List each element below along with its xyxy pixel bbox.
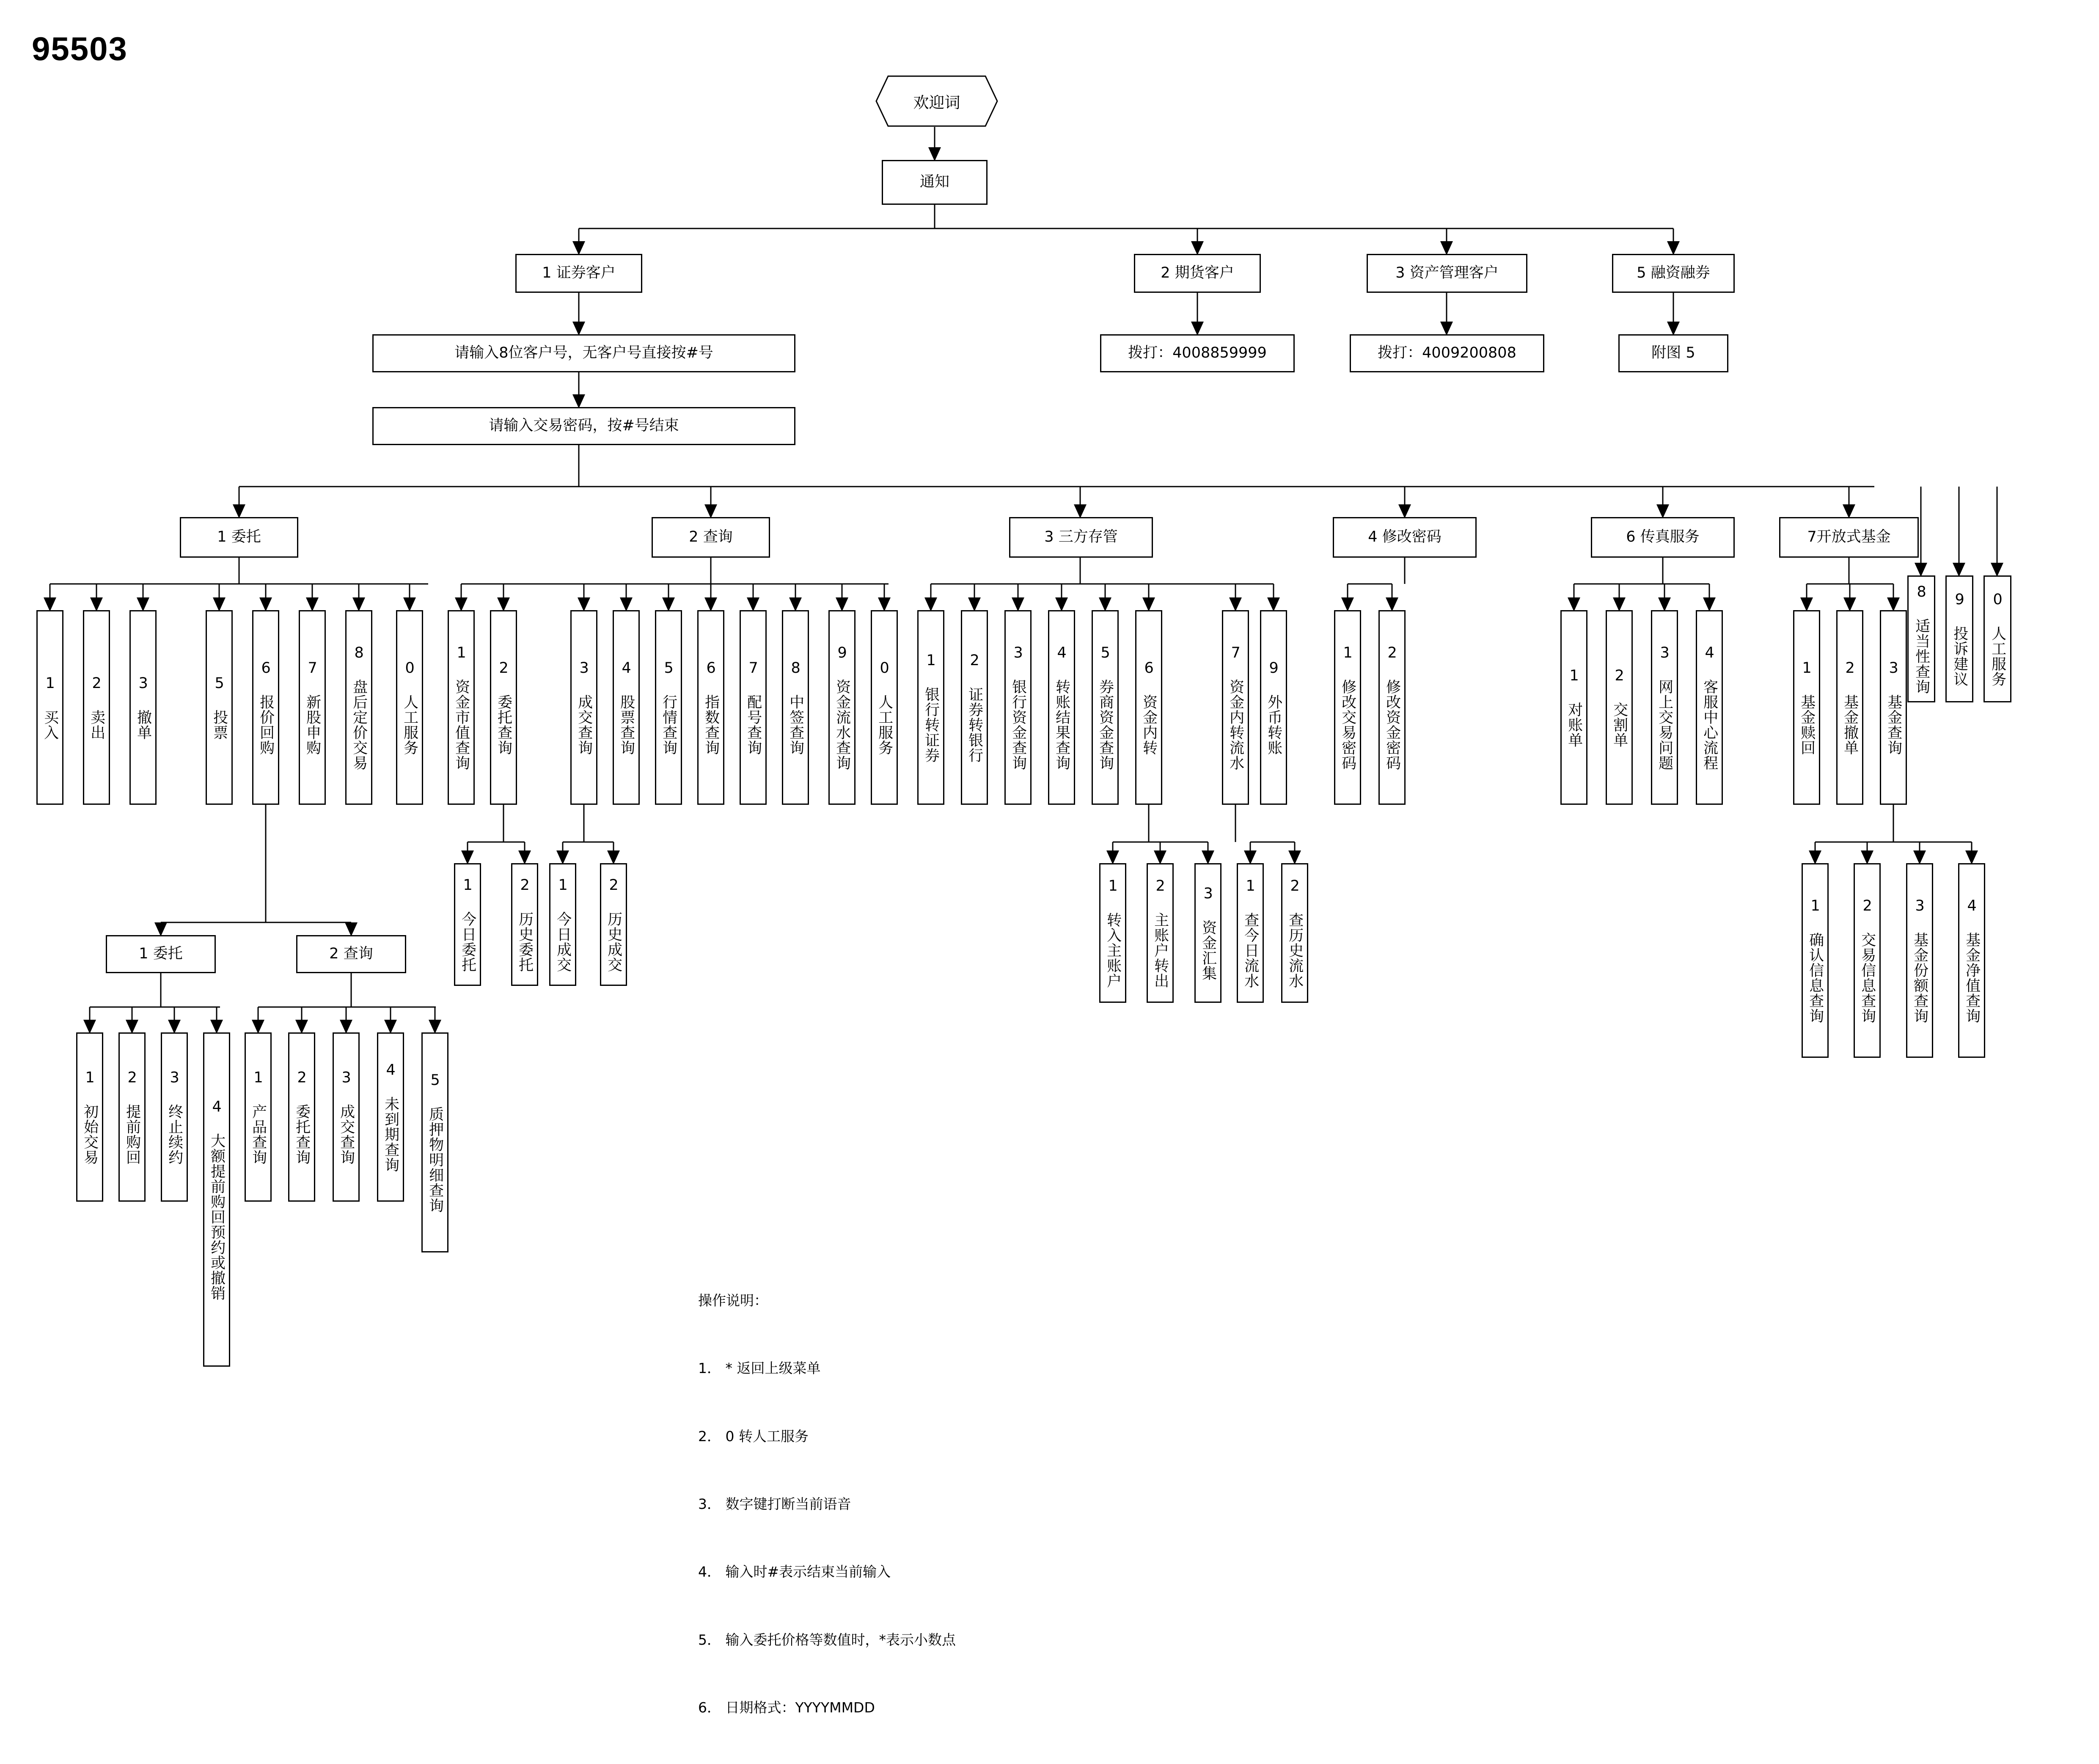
node-fund-trade-info-query[interactable]: 2 交易信息查询 bbox=[1854, 863, 1881, 1058]
node-query-fund-market-value[interactable]: 1 资金市值查询 bbox=[448, 610, 475, 805]
node-change-trade-password[interactable]: 1 修改交易密码 bbox=[1334, 610, 1361, 805]
node-repo-unmatured-query[interactable]: 4 未到期查询 bbox=[377, 1032, 404, 1202]
node-fund-confirm-info-query[interactable]: 1 确认信息查询 bbox=[1802, 863, 1829, 1058]
node-fax-service-center-process[interactable]: 4 客服中心流程 bbox=[1696, 610, 1723, 805]
node-entrust-new-share[interactable]: 7 新股申购 bbox=[299, 610, 326, 805]
node-asset-management-customer[interactable]: 3 资产管理客户 bbox=[1367, 254, 1527, 293]
node-change-fund-password[interactable]: 2 修改资金密码 bbox=[1378, 610, 1406, 805]
node-futures-customer[interactable]: 2 期货客户 bbox=[1134, 254, 1261, 293]
node-query-deal[interactable]: 3 成交查询 bbox=[570, 610, 597, 805]
node-entrust-buy[interactable]: 1 买入 bbox=[36, 610, 63, 805]
node-futures-dial: 拨打：4008859999 bbox=[1100, 334, 1295, 372]
node-repo-early-redeem[interactable]: 2 提前购回 bbox=[118, 1032, 146, 1202]
node-menu-query[interactable]: 2 查询 bbox=[652, 517, 770, 558]
node-query-index[interactable]: 6 指数查询 bbox=[697, 610, 724, 805]
page-title: 95503 bbox=[32, 30, 128, 67]
node-tp-foreign-currency-transfer[interactable]: 9 外币转账 bbox=[1260, 610, 1287, 805]
node-query-manual-service[interactable]: 0 人工服务 bbox=[871, 610, 898, 805]
legend-item-3: 3． 数字键打断当前语音 bbox=[698, 1495, 851, 1512]
node-repo-entrust-query[interactable]: 2 委托查询 bbox=[288, 1032, 315, 1202]
node-menu-suitability-query[interactable]: 8 适当性查询 bbox=[1907, 575, 1935, 702]
node-repo-query[interactable]: 2 查询 bbox=[296, 935, 406, 973]
node-fax-online-trading-issue[interactable]: 3 网上交易问题 bbox=[1651, 610, 1678, 805]
node-entrust-repo[interactable]: 6 报价回购 bbox=[252, 610, 279, 805]
node-repo-pledge-detail-query[interactable]: 5 质押物明细查询 bbox=[421, 1032, 448, 1252]
node-entrust-manual-service[interactable]: 0 人工服务 bbox=[396, 610, 423, 805]
legend-block bbox=[698, 1244, 956, 1764]
node-input-password[interactable]: 请输入交易密码，按#号结束 bbox=[372, 407, 795, 445]
node-tp-internal-transfer-flow[interactable]: 7 资金内转流水 bbox=[1222, 610, 1249, 805]
node-repo-deal-query[interactable]: 3 成交查询 bbox=[333, 1032, 360, 1202]
node-menu-manual-service[interactable]: 0 人工服务 bbox=[1983, 575, 2011, 702]
node-repo-terminate[interactable]: 3 终止续约 bbox=[161, 1032, 188, 1202]
node-query-fund-flow[interactable]: 9 资金流水查询 bbox=[828, 610, 856, 805]
node-entrust-sell[interactable]: 2 卖出 bbox=[83, 610, 110, 805]
node-fund-nav-query[interactable]: 4 基金净值查询 bbox=[1958, 863, 1985, 1058]
node-deal-query-today[interactable]: 1 今日成交 bbox=[549, 863, 576, 986]
legend-item-5: 5． 输入委托价格等数值时，*表示小数点 bbox=[698, 1631, 956, 1648]
node-notice[interactable]: 通知 bbox=[882, 160, 988, 205]
node-entrust-vote[interactable]: 5 投票 bbox=[206, 610, 233, 805]
node-repo-large-early-redeem[interactable]: 4 大额提前购回预约或撤销 bbox=[203, 1032, 230, 1367]
node-query-entrust[interactable]: 2 委托查询 bbox=[490, 610, 517, 805]
legend-item-2: 2． 0 转人工服务 bbox=[698, 1428, 809, 1445]
node-menu-fax-service[interactable]: 6 传真服务 bbox=[1591, 517, 1735, 558]
node-fax-statement[interactable]: 1 对账单 bbox=[1560, 610, 1587, 805]
node-entrust-query-today[interactable]: 1 今日委托 bbox=[454, 863, 481, 986]
node-entrust-after-hours[interactable]: 8 盘后定价交易 bbox=[345, 610, 372, 805]
node-fund-cancel[interactable]: 2 基金撤单 bbox=[1836, 610, 1863, 805]
node-query-winning[interactable]: 8 中签查询 bbox=[782, 610, 809, 805]
node-internal-flow-history[interactable]: 2 查历史流水 bbox=[1281, 863, 1308, 1003]
node-internal-flow-today[interactable]: 1 查今日流水 bbox=[1237, 863, 1264, 1003]
node-repo-product-query[interactable]: 1 产品查询 bbox=[245, 1032, 272, 1202]
node-repo-entrust[interactable]: 1 委托 bbox=[106, 935, 216, 973]
legend-item-6: 6． 日期格式：YYYYMMDD bbox=[698, 1699, 875, 1716]
node-fund-share-query[interactable]: 3 基金份额查询 bbox=[1906, 863, 1933, 1058]
node-tp-bank-fund-query[interactable]: 3 银行资金查询 bbox=[1004, 610, 1032, 805]
node-internal-transfer-out[interactable]: 2 主账户转出 bbox=[1147, 863, 1174, 1003]
node-tp-securities-to-bank[interactable]: 2 证券转银行 bbox=[961, 610, 988, 805]
node-query-quote[interactable]: 5 行情查询 bbox=[655, 610, 682, 805]
node-input-account[interactable]: 请输入8位客户号，无客户号直接按#号 bbox=[372, 334, 795, 372]
node-welcome-label: 欢迎词 bbox=[913, 94, 960, 112]
node-margin-trading[interactable]: 5 融资融券 bbox=[1612, 254, 1735, 293]
node-repo-initial-trade[interactable]: 1 初始交易 bbox=[76, 1032, 103, 1202]
node-query-stock[interactable]: 4 股票查询 bbox=[613, 610, 640, 805]
node-internal-fund-pool[interactable]: 3 资金汇集 bbox=[1194, 863, 1221, 1003]
legend-item-4: 4． 输入时#表示结束当前输入 bbox=[698, 1563, 891, 1580]
node-entrust-query-history[interactable]: 2 历史委托 bbox=[511, 863, 538, 986]
node-menu-change-password[interactable]: 4 修改密码 bbox=[1333, 517, 1477, 558]
node-menu-complaint[interactable]: 9 投诉建议 bbox=[1945, 575, 1973, 702]
node-query-allotment-number[interactable]: 7 配号查询 bbox=[740, 610, 767, 805]
node-tp-broker-fund-query[interactable]: 5 券商资金查询 bbox=[1092, 610, 1119, 805]
node-tp-internal-transfer[interactable]: 6 资金内转 bbox=[1135, 610, 1162, 805]
node-fund-query[interactable]: 3 基金查询 bbox=[1880, 610, 1907, 805]
node-menu-third-party[interactable]: 3 三方存管 bbox=[1009, 517, 1153, 558]
node-margin-reference: 附图 5 bbox=[1618, 334, 1728, 372]
node-tp-bank-to-securities[interactable]: 1 银行转证券 bbox=[917, 610, 944, 805]
node-entrust-cancel[interactable]: 3 撤单 bbox=[129, 610, 157, 805]
node-internal-transfer-in[interactable]: 1 转入主账户 bbox=[1099, 863, 1126, 1003]
node-securities-customer[interactable]: 1 证券客户 bbox=[515, 254, 642, 293]
node-menu-entrust[interactable]: 1 委托 bbox=[180, 517, 298, 558]
legend-title: 操作说明： bbox=[698, 1292, 768, 1309]
node-tp-transfer-result-query[interactable]: 4 转账结果查询 bbox=[1048, 610, 1075, 805]
legend-item-1: 1． * 返回上级菜单 bbox=[698, 1360, 821, 1377]
node-deal-query-history[interactable]: 2 历史成交 bbox=[600, 863, 627, 986]
node-fax-settlement[interactable]: 2 交割单 bbox=[1606, 610, 1633, 805]
node-asset-dial: 拨打：4009200808 bbox=[1350, 334, 1544, 372]
node-menu-open-fund[interactable]: 7开放式基金 bbox=[1779, 517, 1919, 558]
node-welcome[interactable] bbox=[875, 75, 998, 127]
node-fund-redeem[interactable]: 1 基金赎回 bbox=[1793, 610, 1820, 805]
